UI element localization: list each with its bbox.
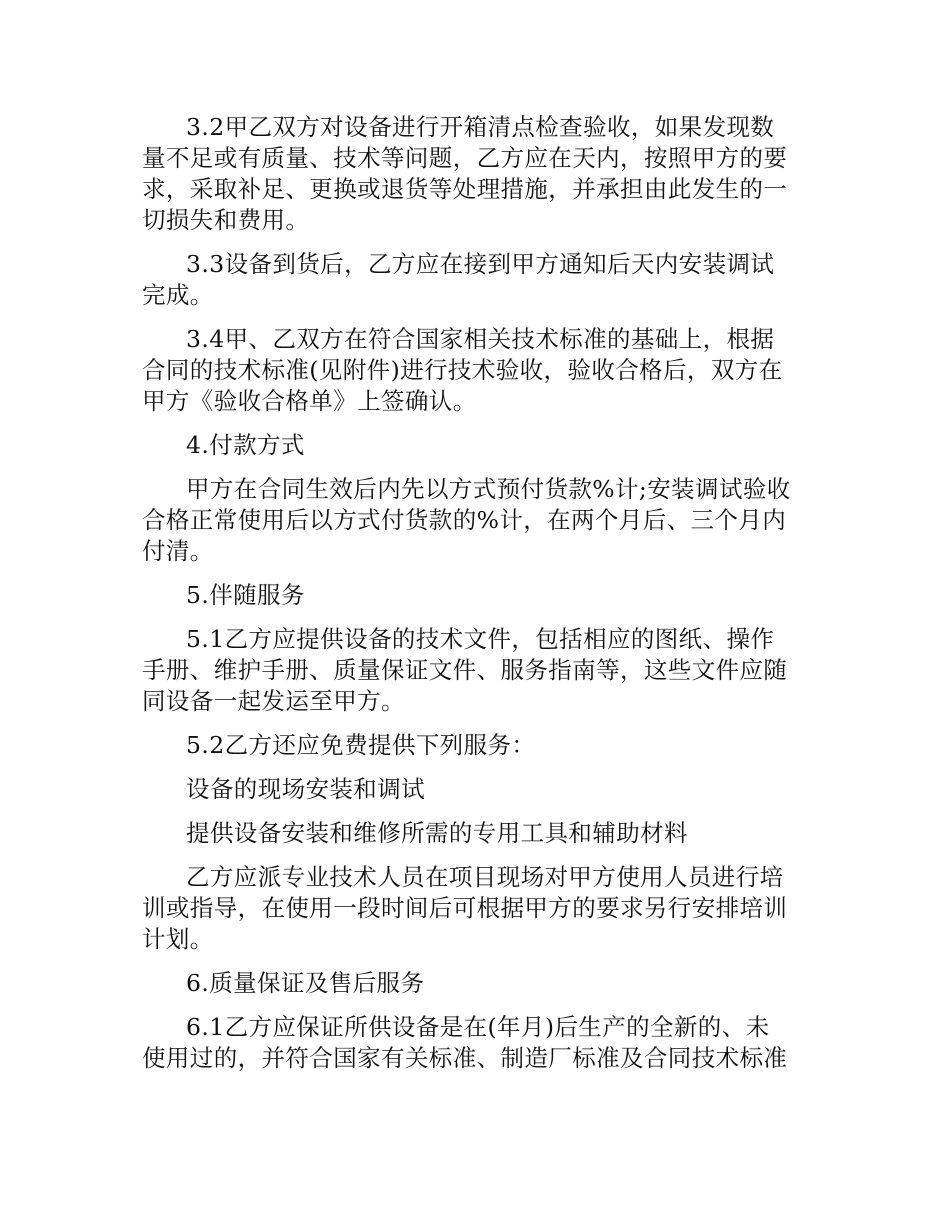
text-line: 完成。 (142, 281, 214, 309)
heading-payment-method (142, 430, 814, 461)
text-line: 合格正常使用后以方式付货款的%计，在两个月后、三个月内 (142, 506, 787, 534)
text-line: 5.1乙方应提供设备的技术文件，包括相应的图纸、操作 (186, 625, 775, 653)
paragraph-payment-terms (142, 474, 814, 567)
text-line: 切损失和费用。 (142, 206, 310, 234)
paragraph-5-1 (142, 624, 814, 717)
paragraph-training (142, 862, 814, 955)
paragraph-3-3 (142, 249, 814, 311)
text-line: 求，采取补足、更换或退货等处理措施，并承担由此发生的一 (142, 175, 788, 203)
text-line: 使用过的，并符合国家有关标准、制造厂标准及合同技术标准 (142, 1044, 788, 1072)
document-body (142, 112, 814, 1087)
text-line: 合同的技术标准(见附件)进行技术验收，验收合格后，双方在 (142, 356, 783, 384)
paragraph-3-4 (142, 324, 814, 417)
text-line: 6.1乙方应保证所供设备是在(年月)后生产的全新的、未 (186, 1013, 770, 1041)
text-line: 3.2甲乙双方对设备进行开箱清点检查验收，如果发现数 (186, 113, 775, 141)
section-heading: 6.质量保证及售后服务 (186, 969, 425, 997)
text-line: 乙方应派专业技术人员在项目现场对甲方使用人员进行培 (186, 863, 784, 891)
heading-accompanying-services (142, 580, 814, 611)
text-line: 设备的现场安装和调试 (186, 775, 425, 803)
text-line: 训或指导，在使用一段时间后可根据甲方的要求另行安排培训 (142, 894, 788, 922)
service-item-installation (142, 774, 814, 805)
text-line: 3.3设备到货后，乙方应在接到甲方通知后天内安装调试 (186, 250, 775, 278)
text-line: 付清。 (142, 537, 214, 565)
service-item-tools (142, 818, 814, 849)
section-heading: 5.伴随服务 (186, 581, 305, 609)
text-line: 提供设备安装和维修所需的专用工具和辅助材料 (186, 819, 688, 847)
paragraph-5-2 (142, 730, 814, 761)
text-line: 甲方《验收合格单》上签确认。 (142, 387, 477, 415)
section-heading: 4.付款方式 (186, 431, 305, 459)
paragraph-6-1 (142, 1012, 814, 1074)
paragraph-3-2 (142, 112, 814, 236)
heading-quality-warranty (142, 968, 814, 999)
text-line: 5.2乙方还应免费提供下列服务： (186, 731, 536, 759)
text-line: 手册、维护手册、质量保证文件、服务指南等，这些文件应随 (142, 656, 788, 684)
text-line: 同设备一起发运至甲方。 (142, 687, 405, 715)
text-line: 甲方在合同生效后内先以方式预付货款%计;安装调试验收 (186, 475, 791, 503)
text-line: 计划。 (142, 925, 214, 953)
text-line: 3.4甲、乙双方在符合国家相关技术标准的基础上，根据 (186, 325, 775, 353)
text-line: 量不足或有质量、技术等问题，乙方应在天内，按照甲方的要 (142, 144, 788, 172)
